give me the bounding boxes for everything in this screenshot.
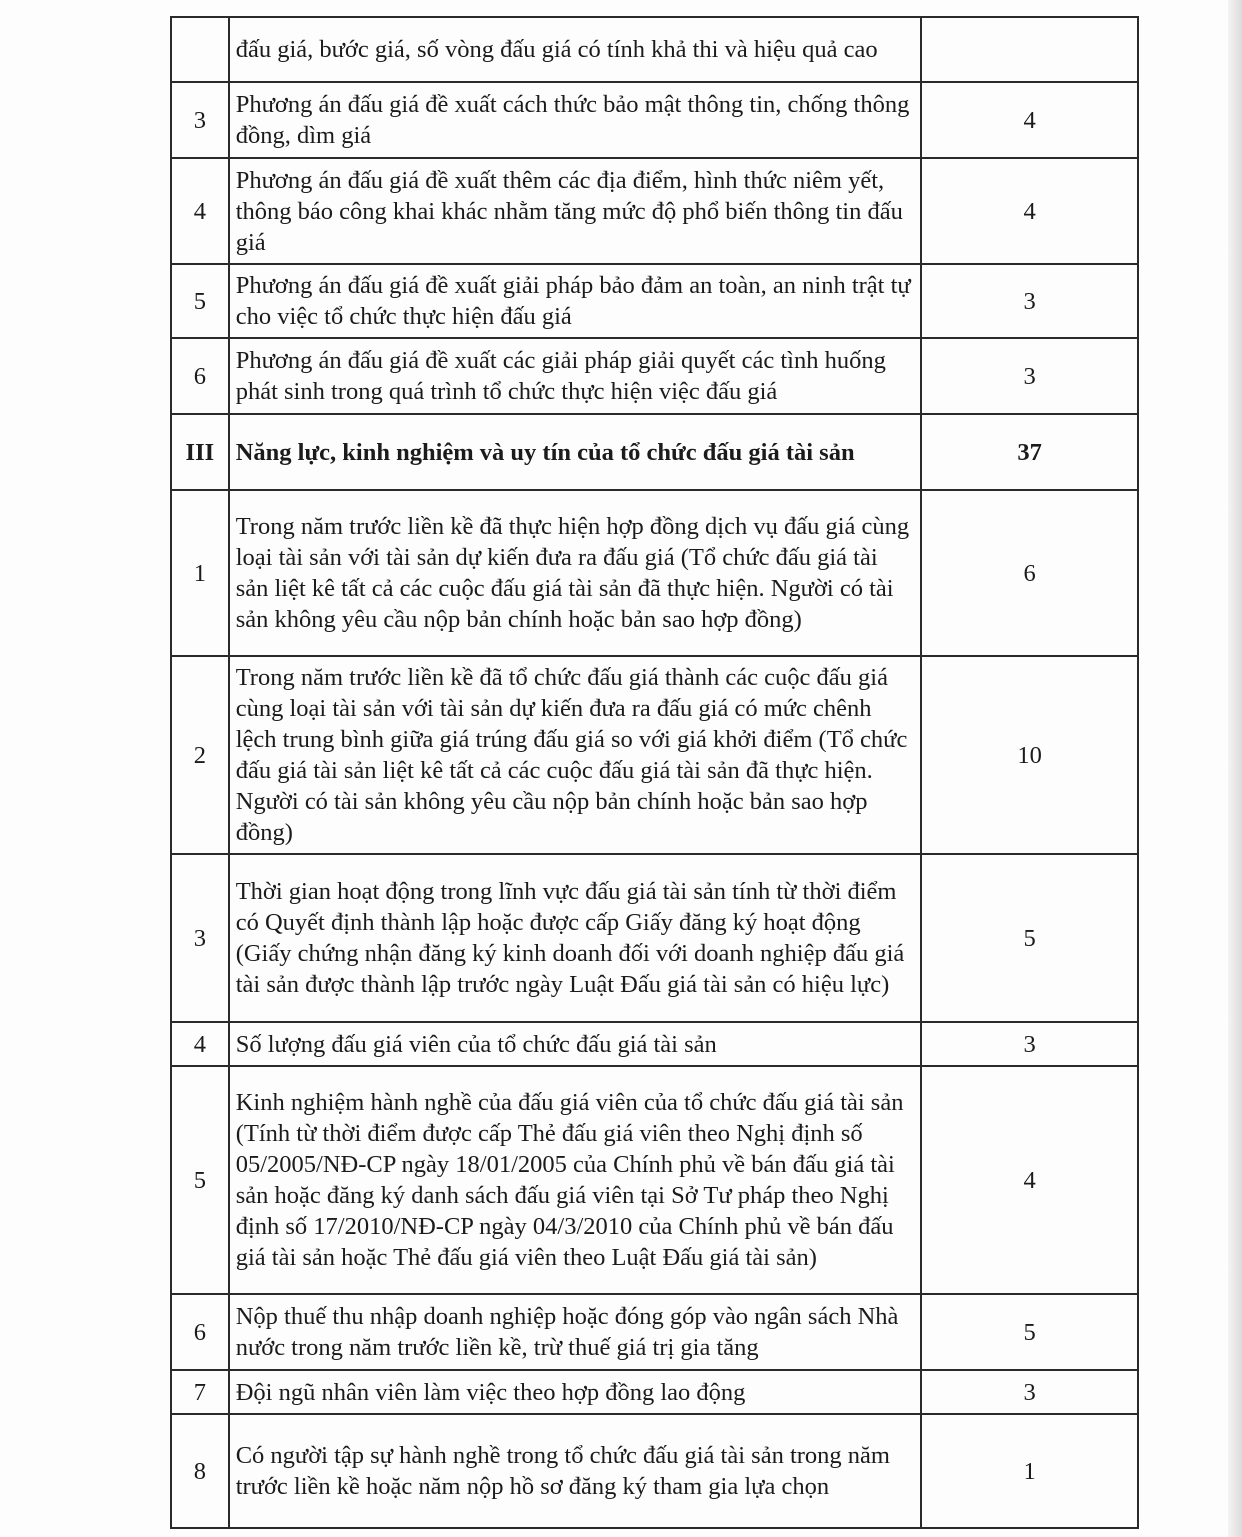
section-header-row [171, 414, 1138, 490]
table-row [171, 1294, 1138, 1370]
table-row [171, 82, 1138, 158]
row-number: 8 [171, 1414, 229, 1528]
score-value: 3 [921, 1370, 1138, 1414]
score-value: 5 [921, 854, 1138, 1022]
criteria-text: Đội ngũ nhân viên làm việc theo hợp đồng lao động [229, 1370, 922, 1414]
row-number: 7 [171, 1370, 229, 1414]
criteria-text: Số lượng đấu giá viên của tổ chức đấu giá tài sản [229, 1022, 922, 1066]
table-row [171, 338, 1138, 414]
page-edge-shadow [1228, 0, 1242, 1537]
scoring-table [170, 16, 1139, 1529]
criteria-text: đấu giá, bước giá, số vòng đấu giá có tính khả thi và hiệu quả cao [229, 17, 922, 82]
table-row [171, 656, 1138, 854]
criteria-text: Có người tập sự hành nghề trong tổ chức đấu giá tài sản trong năm trước liền kề hoặc năm nộp hồ sơ đăng ký tham gia lựa chọn [229, 1414, 922, 1528]
table-row [171, 1022, 1138, 1066]
score-value: 10 [921, 656, 1138, 854]
row-number: 5 [171, 264, 229, 338]
score-value: 4 [921, 82, 1138, 158]
score-value: 5 [921, 1294, 1138, 1370]
section-title: Năng lực, kinh nghiệm và uy tín của tổ chức đấu giá tài sản [229, 414, 922, 490]
table-row [171, 1066, 1138, 1294]
row-number: 6 [171, 1294, 229, 1370]
table-row [171, 490, 1138, 656]
criteria-text: Phương án đấu giá đề xuất các giải pháp giải quyết các tình huống phát sinh trong quá trình tổ chức thực hiện việc đấu giá [229, 338, 922, 414]
section-score: 37 [921, 414, 1138, 490]
criteria-text: Phương án đấu giá đề xuất thêm các địa điểm, hình thức niêm yết, thông báo công khai khác nhằm tăng mức độ phổ biến thông tin đấu giá [229, 158, 922, 264]
score-value: 3 [921, 264, 1138, 338]
criteria-text: Thời gian hoạt động trong lĩnh vực đấu giá tài sản tính từ thời điểm có Quyết định thành lập hoặc được cấp Giấy đăng ký hoạt động (Giấy chứng nhận đăng ký kinh doanh đối với doanh nghiệp đấu giá tài sản được thành lập trước ngày Luật Đấu giá tài sản có hiệu lực) [229, 854, 922, 1022]
criteria-text: Trong năm trước liền kề đã thực hiện hợp đồng dịch vụ đấu giá cùng loại tài sản với tài sản dự kiến đưa ra đấu giá (Tổ chức đấu giá tài sản liệt kê tất cả các cuộc đấu giá tài sản đã thực hiện. Người có tài sản không yêu cầu nộp bản chính hoặc bản sao hợp đồng) [229, 490, 922, 656]
score-value: 4 [921, 158, 1138, 264]
row-number: 3 [171, 854, 229, 1022]
score-value: 3 [921, 1022, 1138, 1066]
row-number: 5 [171, 1066, 229, 1294]
criteria-text: Phương án đấu giá đề xuất cách thức bảo mật thông tin, chống thông đồng, dìm giá [229, 82, 922, 158]
row-number: 4 [171, 158, 229, 264]
criteria-text: Nộp thuế thu nhập doanh nghiệp hoặc đóng góp vào ngân sách Nhà nước trong năm trước liền kề, trừ thuế giá trị gia tăng [229, 1294, 922, 1370]
row-number: 4 [171, 1022, 229, 1066]
criteria-text: Phương án đấu giá đề xuất giải pháp bảo đảm an toàn, an ninh trật tự cho việc tổ chức thực hiện đấu giá [229, 264, 922, 338]
criteria-text: Trong năm trước liền kề đã tổ chức đấu giá thành các cuộc đấu giá cùng loại tài sản với tài sản dự kiến đưa ra đấu giá có mức chênh lệch trung bình giữa giá trúng đấu giá so với giá khởi điểm (Tổ chức đấu giá tài sản liệt kê tất cả các cuộc đấu giá tài sản đã thực hiện. Người có tài sản không yêu cầu nộp bản chính hoặc bản sao hợp đồng) [229, 656, 922, 854]
criteria-text: Kinh nghiệm hành nghề của đấu giá viên của tổ chức đấu giá tài sản (Tính từ thời điểm được cấp Thẻ đấu giá viên theo Nghị định số 05/2005/NĐ-CP ngày 18/01/2005 của Chính phủ về bán đấu giá tài sản hoặc đăng ký danh sách đấu giá viên tại Sở Tư pháp theo Nghị định số 17/2010/NĐ-CP ngày 04/3/2010 của Chính phủ về bán đấu giá tài sản hoặc Thẻ đấu giá viên theo Luật Đấu giá tài sản) [229, 1066, 922, 1294]
score-value: 6 [921, 490, 1138, 656]
table-row [171, 17, 1138, 82]
score-value: 1 [921, 1414, 1138, 1528]
section-number: III [171, 414, 229, 490]
row-number [171, 17, 229, 82]
table-row [171, 264, 1138, 338]
row-number: 1 [171, 490, 229, 656]
table-row [171, 854, 1138, 1022]
score-value [921, 17, 1138, 82]
row-number: 2 [171, 656, 229, 854]
score-value: 3 [921, 338, 1138, 414]
row-number: 3 [171, 82, 229, 158]
score-value: 4 [921, 1066, 1138, 1294]
row-number: 6 [171, 338, 229, 414]
table-row [171, 158, 1138, 264]
table-row [171, 1414, 1138, 1528]
table-row [171, 1370, 1138, 1414]
